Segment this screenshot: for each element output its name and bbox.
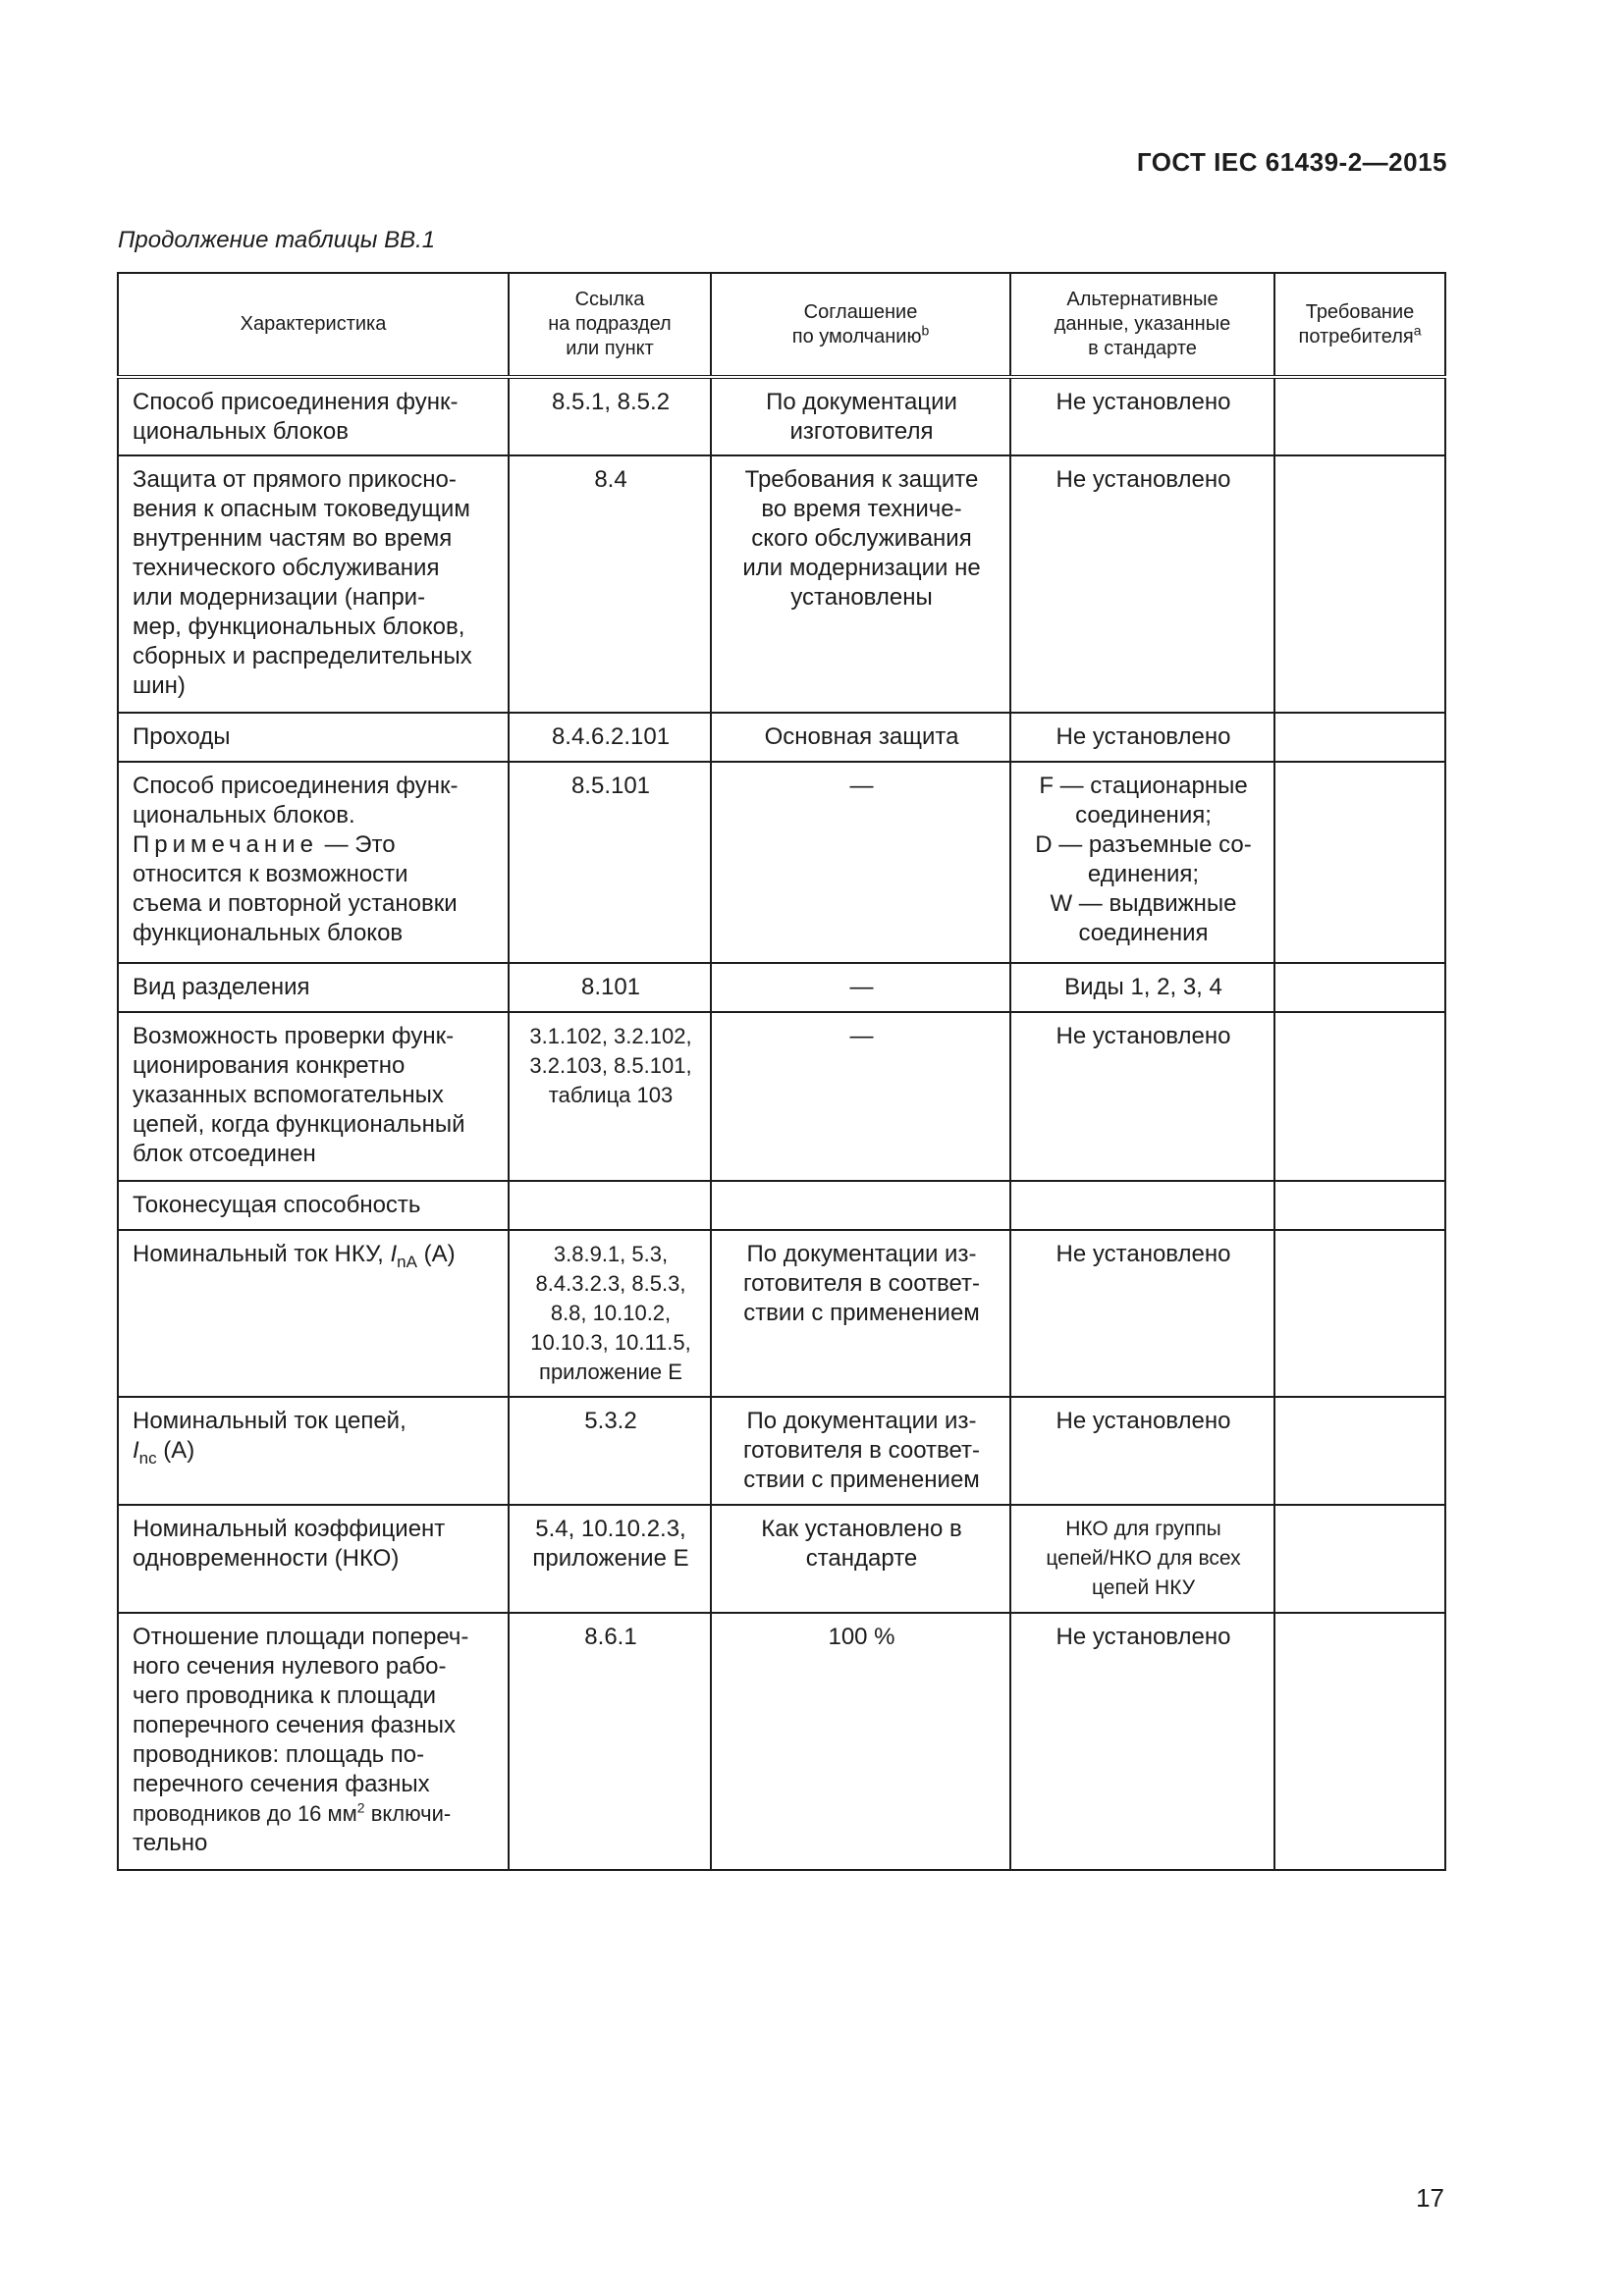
table-row: Отношение площади попереч- ного сечения нулевого рабо- чего проводника к площади поперечного сечения фазных проводников: площадь по- перечного сечения фазных проводников до 16 $мм^2$ включи- тельно 8.6.1 100 % Не установлено [118,1613,1445,1870]
table-caption: Продолжение таблицы ВВ.1 [118,227,436,253]
table-row: Номинальный ток НКУ, $I_{nA}$ (A) 3.8.9.1, 5.3, 8.4.3.2.3, 8.5.3, 8.8, 10.10.2, 10.10.3, 10.11.5, приложение E По документации из- готовителя в соответ- ствии с применением Не установлено [118,1230,1445,1397]
col-header-alternative: Альтернативные данные, указанные в стандарте [1010,273,1274,375]
table-row: Возможность проверки функ- ционирования конкретно указанных вспомогательных цепей, когда функциональный блок отсоединен 3.1.102, 3.2.102, 3.2.103, 8.5.101, таблица 103 — Не установлено [118,1012,1445,1181]
table-row: Способ присоединения функ- циональных блоков. Примечание — Это относится к возможности съема и повторной установки функциональных блоков 8.5.101 — F — стационарные соединения; D — разъемные со- единения; W — выдвижные соединения [118,762,1445,963]
table-row [118,1181,1445,1230]
document-header: ГОСТ IEC 61439-2—2015 [1136,147,1447,177]
requirements-table [117,272,1446,1871]
table-row: Проходы 8.4.6.2.101 Основная защита Не установлено [118,713,1445,762]
table-header-row [118,273,1445,375]
col-header-user-requirement: Требование потребителя$^a$ [1274,273,1445,375]
page-number: 17 [1416,2183,1444,2213]
col-header-default: Соглашение по умолчанию$^b$ [711,273,1010,375]
col-header-characteristic: Характеристика [118,273,509,375]
table-row: Вид разделения 8.101 — Виды 1, 2, 3, 4 [118,963,1445,1012]
table-row: Способ присоединения функ- циональных блоков 8.5.1, 8.5.2 По документации изготовителя Не установлено [118,377,1445,455]
note-label: Примечание [133,831,318,858]
section-heading: Токонесущая способность [118,1181,509,1230]
table-row: Номинальный коэффициент одновременности (НКО) 5.4, 10.10.2.3, приложение E Как установлено в стандарте НКО для группы цепей/НКО для всех цепей НКУ [118,1505,1445,1613]
table-row: Защита от прямого прикосно- вения к опасным токоведущим внутренним частям во время технического обслуживания или модернизации (напри- мер, функциональных блоков, сборных и распределительных шин) 8.4 Требования к защите во время техниче- ского обслуживания или модернизации не установлены Не установлено [118,455,1445,713]
table-row: Номинальный ток цепей, $I_{nc}$ (A) 5.3.2 По документации из- готовителя в соответ- ствии с применением Не установлено [118,1397,1445,1505]
col-header-reference: Ссылка на подраздел или пункт [509,273,711,375]
